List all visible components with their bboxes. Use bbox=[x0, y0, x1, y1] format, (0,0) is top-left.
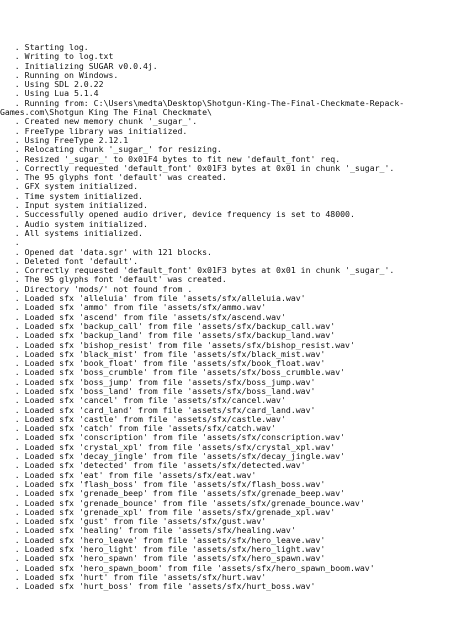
log-line: . Loaded sfx 'bishop_resist' from file 'assets/sfx/bishop_resist.wav' bbox=[0, 339, 355, 350]
log-line: . Loaded sfx 'ascend' from file 'assets/sfx/ascend.wav' bbox=[0, 311, 286, 322]
log-line: . Loaded sfx 'cancel' from file 'assets/sfx/cancel.wav' bbox=[0, 395, 286, 406]
log-line: . Loaded sfx 'crystal_xpl' from file 'assets/sfx/crystal_xpl.wav' bbox=[0, 441, 336, 452]
log-line: . Audio system initialized. bbox=[0, 218, 148, 229]
log-line: . Loaded sfx 'decay_jingle' from file 'assets/sfx/decay_jingle.wav' bbox=[0, 451, 346, 462]
log-line: . Loaded sfx 'hurt' from file 'assets/sfx/hurt.wav' bbox=[0, 571, 267, 582]
log-line: . Opened dat 'data.sgr' with 121 blocks. bbox=[0, 246, 212, 257]
log-line: . Loaded sfx 'hero_light' from file 'assets/sfx/hero_light.wav' bbox=[0, 544, 326, 555]
log-line: . Relocating chunk '_sugar_' for resizing. bbox=[0, 144, 222, 155]
log-line: . Loaded sfx 'boss_crumble' from file 'assets/sfx/boss_crumble.wav' bbox=[0, 367, 346, 378]
log-line: . All systems initialized. bbox=[0, 227, 143, 238]
log-line: . The 95 glyphs font 'default' was created. bbox=[0, 172, 227, 183]
log-line: . Loaded sfx 'gust' from file 'assets/sfx/gust.wav' bbox=[0, 516, 267, 527]
log-line: . Loaded sfx 'black_mist' from file 'assets/sfx/black_mist.wav' bbox=[0, 348, 326, 359]
log-line: . Loaded sfx 'grenade_beep' from file 'assets/sfx/grenade_beep.wav' bbox=[0, 488, 346, 499]
log-line: . Loaded sfx 'boss_jump' from file 'assets/sfx/boss_jump.wav' bbox=[0, 376, 316, 387]
log-line: . Loaded sfx 'hero_leave' from file 'assets/sfx/hero_leave.wav' bbox=[0, 534, 326, 545]
log-line: . Loaded sfx 'boss_land' from file 'assets/sfx/boss_land.wav' bbox=[0, 385, 316, 396]
log-line: . Running from: C:\Users\medta\Desktop\Shotgun-King-The-Final-Checkmate-Repack- bbox=[0, 97, 405, 108]
log-line: . Starting log. bbox=[0, 42, 89, 52]
log-line: . Loaded sfx 'hero_spawn_boom' from file 'assets/sfx/hero_spawn_boom.wav' bbox=[0, 562, 375, 573]
log-line: . Using FreeType 2.12.1 bbox=[0, 134, 129, 145]
log-line: . Loaded sfx 'backup_land' from file 'assets/sfx/backup_land.wav' bbox=[0, 330, 336, 341]
log-line: . Using SDL 2.0.22 bbox=[0, 79, 104, 90]
log-line: . Resized '_sugar_' to 0x01F4 bytes to fit new 'default_font' req. bbox=[0, 153, 341, 164]
log-line: . Loaded sfx 'hero_spawn' from file 'assets/sfx/hero_spawn.wav' bbox=[0, 553, 326, 564]
log-line: . Directory 'mods/' not found from . bbox=[0, 283, 193, 294]
log-line: . Initializing SUGAR v0.0.4j. bbox=[0, 60, 158, 71]
log-line: . Correctly requested 'default_font' 0x01F3 bytes at 0x01 in chunk '_sugar_'. bbox=[0, 265, 395, 276]
log-line: . bbox=[0, 237, 20, 248]
log-line: . Successfully opened audio driver, device frequency is set to 48000. bbox=[0, 209, 355, 220]
log-line: . FreeType library was initialized. bbox=[0, 125, 188, 136]
log-line: Games.com\Shotgun King The Final Checkmate\ bbox=[0, 107, 212, 118]
log-line: . Loaded sfx 'eat' from file 'assets/sfx/eat.wav' bbox=[0, 469, 257, 480]
log-line: . Loaded sfx 'conscription' from file 'assets/sfx/conscription.wav' bbox=[0, 432, 346, 443]
log-line: . Input system initialized. bbox=[0, 200, 148, 211]
log-line: . Loaded sfx 'hurt_boss' from file 'assets/sfx/hurt_boss.wav' bbox=[0, 581, 316, 592]
log-line: . Loaded sfx 'catch' from file 'assets/sfx/catch.wav' bbox=[0, 423, 277, 434]
log-line: . Loaded sfx 'detected' from file 'assets/sfx/detected.wav' bbox=[0, 460, 306, 471]
log-line: . Running on Windows. bbox=[0, 69, 119, 80]
log-line: . Loaded sfx 'flash_boss' from file 'assets/sfx/flash_boss.wav' bbox=[0, 478, 326, 489]
log-line: . Loaded sfx 'alleluia' from file 'assets/sfx/alleluia.wav' bbox=[0, 293, 306, 304]
log-text bbox=[0, 43, 474, 592]
log-line: . Created new memory chunk '_sugar_'. bbox=[0, 116, 198, 127]
log-line: . Deleted font 'default'. bbox=[0, 255, 139, 266]
log-line: . Writing to log.txt bbox=[0, 51, 114, 62]
log-line: . The 95 glyphs font 'default' was created. bbox=[0, 274, 227, 285]
log-line: . Loaded sfx 'backup_call' from file 'assets/sfx/backup_call.wav' bbox=[0, 320, 336, 331]
log-line: . Loaded sfx 'grenade_bounce' from file 'assets/sfx/grenade_bounce.wav' bbox=[0, 497, 365, 508]
log-line: . Loaded sfx 'book_float' from file 'assets/sfx/book_float.wav' bbox=[0, 358, 326, 369]
log-line: . GFX system initialized. bbox=[0, 181, 139, 192]
log-line: . Correctly requested 'default_font' 0x01F3 bytes at 0x01 in chunk '_sugar_'. bbox=[0, 162, 395, 173]
log-line: . Time system initialized. bbox=[0, 190, 143, 201]
log-line: . Loaded sfx 'ammo' from file 'assets/sfx/ammo.wav' bbox=[0, 302, 267, 313]
log-line: . Loaded sfx 'card_land' from file 'assets/sfx/card_land.wav' bbox=[0, 404, 316, 415]
log-line: . Loaded sfx 'grenade_xpl' from file 'assets/sfx/grenade_xpl.wav' bbox=[0, 506, 336, 517]
log-line: . Loaded sfx 'castle' from file 'assets/sfx/castle.wav' bbox=[0, 413, 286, 424]
log-line: . Using Lua 5.1.4 bbox=[0, 88, 99, 99]
log-line: . Loaded sfx 'healing' from file 'assets/sfx/healing.wav' bbox=[0, 525, 296, 536]
